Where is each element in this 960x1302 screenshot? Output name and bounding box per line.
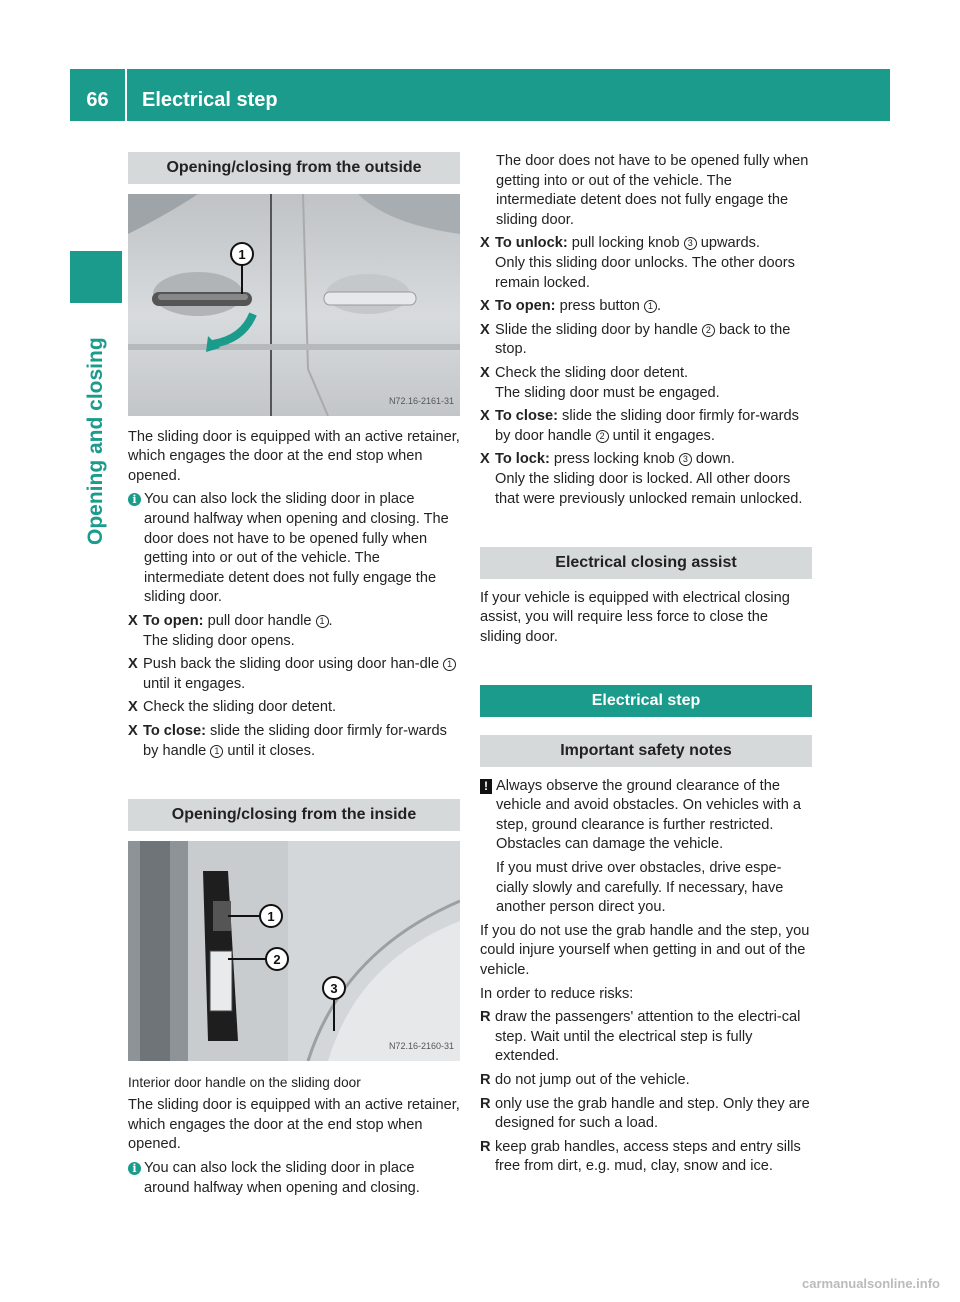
warning-continued: If you must drive over obstacles, drive espe-cially slowly and carefully. If necessary, have another person direct you. xyxy=(496,860,784,916)
svg-text:2: 2 xyxy=(273,951,281,967)
marker-1: 1 xyxy=(316,615,329,628)
info-icon: i xyxy=(128,493,141,506)
paragraph: In order to reduce risks: xyxy=(480,985,634,1002)
step-item: X Check the sliding door detent. The sliding door must be engaged. xyxy=(480,364,812,403)
section-label: Opening and closing xyxy=(84,337,107,545)
list-item: R do not jump out of the vehicle. xyxy=(480,1071,812,1091)
info-icon: i xyxy=(128,1162,141,1175)
step-item: X To unlock: pull locking knob 3 upwards. Only this sliding door unlocks. The other doors remain locked. xyxy=(480,234,812,293)
warning-note: ! Always observe the ground clearance of the vehicle and avoid obstacles. On vehicles with a step, ground clearance is further restricted. Obstacles can damage the vehicle. xyxy=(480,777,812,855)
figure-code: N72.16-2161-31 xyxy=(388,396,454,406)
marker-3: 3 xyxy=(679,453,692,466)
marker-2: 2 xyxy=(596,430,609,443)
paragraph: If you do not use the grab handle and the step, you could injure yourself when getting in and out of the vehicle. xyxy=(480,922,810,978)
paragraph: If your vehicle is equipped with electrical closing assist, you will require less force to close the sliding door. xyxy=(480,589,790,645)
marker-3: 3 xyxy=(684,237,697,250)
step-item: X Check the sliding door detent. xyxy=(128,698,460,718)
watermark: carmanualsonline.info xyxy=(802,1276,940,1291)
info-note: i You can also lock the sliding door in place around halfway when opening and closing. The door does not have to be opened fully when getting into or out of the vehicle. The intermediate detent does not fully engage the sliding door. xyxy=(128,490,460,608)
figure-code: N72.16-2160-31 xyxy=(388,1041,454,1052)
header-divider xyxy=(125,69,127,121)
heading-safety-notes: Important safety notes xyxy=(480,735,812,767)
door-interior-illustration xyxy=(128,841,460,1061)
svg-text:1: 1 xyxy=(238,246,246,262)
step-item: X Push back the sliding door using door han-dle 1 until it engages. xyxy=(128,655,460,694)
marker-1: 1 xyxy=(644,300,657,313)
paragraph-continued: The door does not have to be opened fully when getting into or out of the vehicle. The intermediate detent does not fully engage the sliding door. xyxy=(496,153,809,228)
svg-text:3: 3 xyxy=(330,980,338,996)
step-item: X To open: press button 1 . xyxy=(480,297,812,317)
heading-electrical-step: Electrical step xyxy=(480,685,812,717)
marker-2: 2 xyxy=(702,324,715,337)
header-bar xyxy=(70,69,890,121)
list-item: R draw the passengers' attention to the electri-cal step. Wait until the electrical step is fully extended. xyxy=(480,1008,812,1067)
paragraph: The sliding door is equipped with an active retainer, which engages the door at the end stop when opened. xyxy=(128,428,460,484)
step-item: X Slide the sliding door by handle 2 back to the stop. xyxy=(480,321,812,360)
step-item: X To close: slide the sliding door firmly for-wards by door handle 2 until it engages. xyxy=(480,407,812,446)
figure-outside-handle xyxy=(128,194,460,416)
marker-1: 1 xyxy=(443,658,456,671)
svg-text:1: 1 xyxy=(267,908,275,924)
heading-inside: Opening/closing from the inside xyxy=(128,799,460,831)
heading-closing-assist: Electrical closing assist xyxy=(480,547,812,579)
warning-icon: ! xyxy=(480,779,492,794)
step-item: X To close: slide the sliding door firmly for-wards by handle 1 until it closes. xyxy=(128,722,460,761)
list-item: R only use the grab handle and step. Only they are designed for such a load. xyxy=(480,1095,812,1134)
list-item: R keep grab handles, access steps and entry sills free from dirt, e.g. mud, clay, snow and ice. xyxy=(480,1138,812,1177)
step-item: X To lock: press locking knob 3 down. Only the sliding door is locked. All other doors that were previously unlocked remain unlocked. xyxy=(480,450,812,509)
figure-caption: Interior door handle on the sliding door xyxy=(128,1074,361,1090)
right-column xyxy=(480,152,812,1181)
page-title: Electrical step xyxy=(142,89,278,111)
marker-1: 1 xyxy=(210,745,223,758)
paragraph: The sliding door is equipped with an active retainer, which engages the door at the end stop when opened. xyxy=(128,1097,460,1153)
step-item: X To open: pull door handle 1 . The sliding door opens. xyxy=(128,612,460,651)
door-exterior-illustration xyxy=(128,194,460,416)
heading-outside: Opening/closing from the outside xyxy=(128,152,460,184)
info-note: i You can also lock the sliding door in place around halfway when opening and closing. xyxy=(128,1159,460,1198)
page-number: 66 xyxy=(86,89,109,111)
figure-inside-handle xyxy=(128,841,460,1061)
left-column xyxy=(128,152,460,1202)
